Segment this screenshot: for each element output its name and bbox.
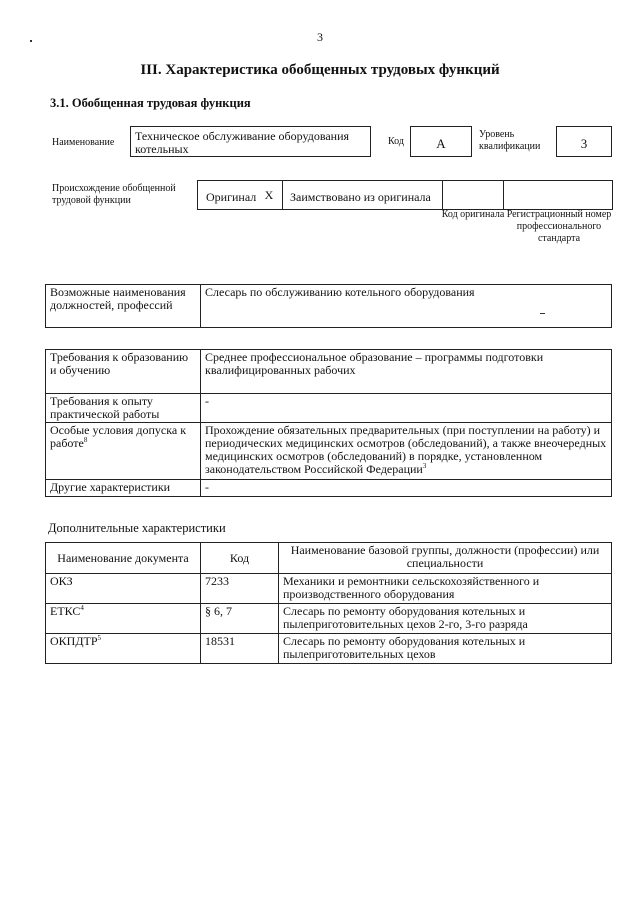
positions-label: Возможные наименования должностей, профессий [46, 285, 201, 328]
req-label-cell [46, 423, 201, 480]
level-label: Уровень квалификации [479, 129, 541, 152]
additional-title: Дополнительные характеристики [48, 521, 226, 535]
positions-table [45, 284, 612, 328]
doc-cell [46, 574, 201, 604]
group-name-cell: Слесарь по ремонту оборудования котельных и пылеприготовительных цехов [279, 634, 612, 664]
table-header-row [46, 543, 612, 574]
doc-name: ОКЗ [50, 574, 73, 588]
footnote-mark: 5 [97, 634, 102, 642]
reg-number-label: Регистрационный номер профессионального стандарта [506, 209, 612, 244]
req-value: Среднее профессиональное образование – программы подготовки квалифицированных рабочих [201, 350, 612, 394]
level-box [556, 126, 612, 157]
origin-label: Происхождение обобщенной трудовой функции [52, 183, 176, 206]
code-label: Код [388, 136, 404, 147]
code-cell: 18531 [201, 634, 279, 664]
name-label: Наименование [52, 137, 115, 148]
req-label: Другие характеристики [46, 480, 201, 497]
header-cell: Код [201, 543, 279, 574]
code-value: A [436, 136, 446, 151]
subsection-title: 3.1. Обобщенная трудовая функция [50, 96, 251, 110]
group-name-cell: Слесарь по ремонту оборудования котельных и пылеприготовительных цехов 2-го, 3-го разряда [279, 604, 612, 634]
origin-divider [503, 181, 504, 209]
req-label: Особые условия допуска к работе [50, 423, 187, 450]
section-title: III. Характеристика обобщенных трудовых функций [140, 62, 500, 78]
code-cell: 7233 [201, 574, 279, 604]
req-label: Требования к опыту практической работы [46, 394, 201, 423]
table-row [46, 285, 612, 328]
name-value: Техническое обслуживание оборудования котельных [135, 129, 350, 156]
name-box [130, 126, 371, 157]
header-cell: Наименование документа [46, 543, 201, 574]
footnote-mark: 8 [83, 436, 88, 444]
additional-table [45, 542, 612, 664]
code-cell: § 6, 7 [201, 604, 279, 634]
borrowed-label: Заимствовано из оригинала [290, 190, 431, 204]
level-value: 3 [580, 136, 588, 151]
origin-divider [282, 181, 283, 209]
footnote-mark: 4 [80, 604, 84, 612]
req-value: - [201, 394, 612, 423]
code-original-label: Код оригинала [441, 209, 505, 220]
requirements-table [45, 349, 612, 497]
table-row [46, 574, 612, 604]
code-box [410, 126, 472, 157]
positions-value: Слесарь по обслуживанию котельного оборудования [201, 285, 612, 328]
req-value: - [201, 480, 612, 497]
group-name-cell: Механики и ремонтники сельскохозяйственного и производственного оборудования [279, 574, 612, 604]
doc-cell [46, 604, 201, 634]
table-row [46, 350, 612, 394]
table-row [46, 394, 612, 423]
page-number: 3 [317, 30, 323, 44]
req-label: Требования к образованию и обучению [46, 350, 201, 394]
req-value: Прохождение обязательных предварительных (при поступлении на работу) и периодических медицинских осмотров (обследований), а также внеочередных медицинских осмотров (обследований) в порядке, установленном законодательством Российской Федерации [205, 423, 607, 476]
origin-divider [442, 181, 443, 209]
footnote-mark: 3 [422, 462, 427, 470]
doc-cell [46, 634, 201, 664]
header-cell: Наименование базовой группы, должности (профессии) или специальности [279, 543, 612, 574]
table-row [46, 423, 612, 480]
doc-name: ОКПДТР [50, 634, 98, 648]
original-mark: X [264, 188, 274, 202]
req-value-cell [201, 423, 612, 480]
table-row [46, 480, 612, 497]
table-row [46, 634, 612, 664]
original-label: Оригинал [206, 190, 257, 204]
doc-name: ЕТКС [50, 604, 81, 618]
origin-box [197, 180, 613, 210]
table-row [46, 604, 612, 634]
